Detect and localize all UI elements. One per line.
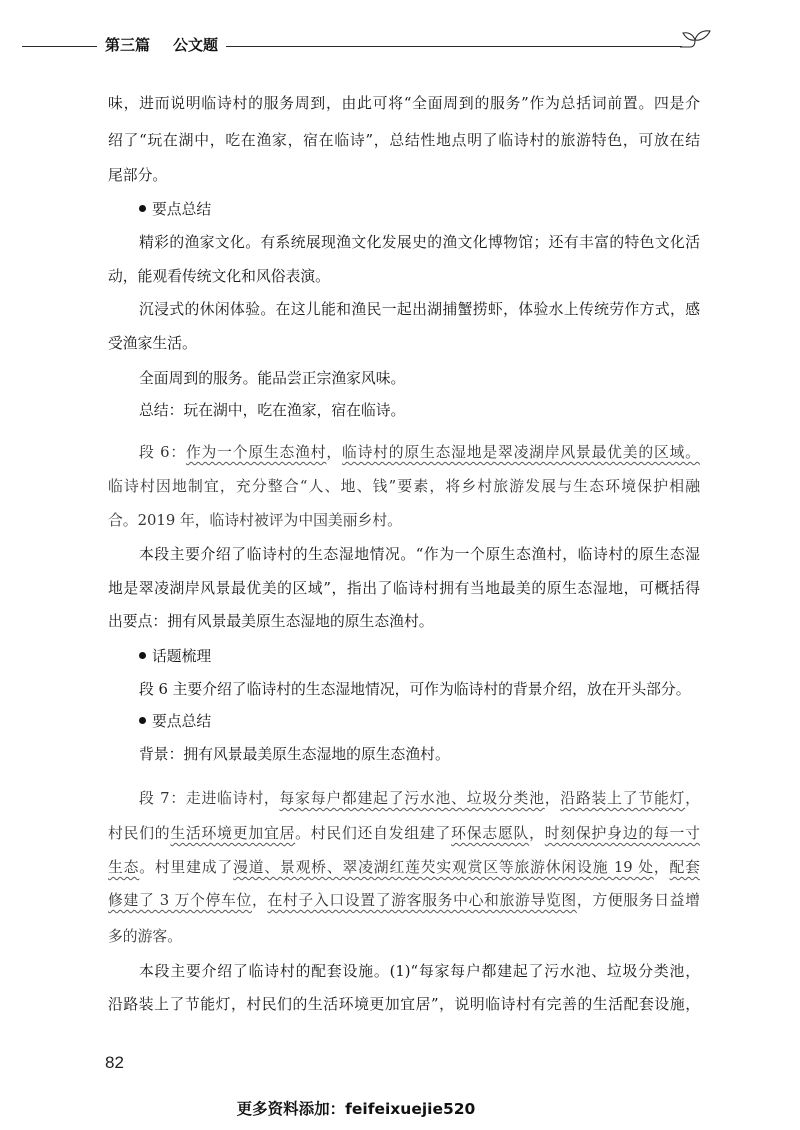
- text-line: 出要点：拥有风景最美原生态湿地的原生态渔村。: [108, 613, 434, 630]
- text-segment: ，: [251, 892, 268, 909]
- text-line: 精彩的渔家文化。有系统展现渔文化发展史的渔文化博物馆；还有丰富的特色文化活: [139, 234, 700, 251]
- underlined-phrase: 漫道、景观桥、翠凌湖红莲芡实观赏区等旅游休闲设施 19 处: [233, 859, 654, 876]
- text-line: [108, 889, 700, 913]
- footer-note: 更多资料添加：feifeixuejie520: [236, 1100, 476, 1118]
- heading-text: 话题梳理: [152, 648, 212, 665]
- text-line: 全面周到的服务。能品尝正宗渔家风味。: [139, 370, 406, 387]
- underlined-phrase: 在村子入口设置了游客服务中心和旅游导览图: [267, 892, 577, 909]
- text-line: 味，进而说明临诗村的服务周到，由此可将“全面周到的服务”作为总括词前置。四是介: [108, 95, 700, 112]
- text-segment: ，: [653, 859, 670, 876]
- header-title: 公文题: [173, 36, 219, 54]
- underlined-phrase: 每家每户都建起了污水池、垃圾分类池: [279, 790, 545, 807]
- underlined-phrase: 临诗村的原生态湿地是翠凌湖岸风景最优美的区域。: [341, 444, 700, 461]
- underlined-phrase: 生态: [108, 859, 140, 876]
- text-line: 多的游客。: [108, 928, 182, 945]
- text-line: 受渔家生活。: [108, 335, 197, 352]
- underlined-phrase: 沿路装上了节能灯: [560, 790, 686, 807]
- text-segment: ，方便服务日益增: [576, 892, 700, 909]
- text-line: 合。2019 年，临诗村被评为中国美丽乡村。: [108, 512, 402, 529]
- text-segment: 段 7：走进临诗村，: [139, 790, 280, 807]
- underlined-phrase: 环保志愿队: [451, 825, 530, 842]
- underlined-phrase: 生活环境更加宜居: [170, 825, 296, 842]
- underlined-phrase: 修建了 3 万个停车位: [108, 892, 252, 909]
- text-line: 尾部分。: [108, 167, 168, 184]
- underlined-phrase: 配套: [669, 859, 700, 876]
- header-part: 第三篇: [105, 36, 151, 54]
- text-segment: ，: [544, 790, 561, 807]
- text-segment: 段 6：: [139, 444, 186, 461]
- text-line: [139, 441, 700, 465]
- header-rule-left: [22, 46, 97, 47]
- text-line: 沉浸式的休闲体验。在这儿能和渔民一起出湖捕蟹捞虾，体验水上传统劳作方式，感: [139, 301, 700, 318]
- heading-text: 要点总结: [152, 713, 212, 730]
- text-line: [139, 787, 700, 811]
- text-line: 动，能观看传统文化和风俗表演。: [108, 268, 330, 285]
- text-line: 临诗村因地制宜，充分整合“人、地、钱”要素，将乡村旅游发展与生态环境保护相融: [108, 478, 700, 495]
- text-line: 本段主要介绍了临诗村的配套设施。(1)“每家每户都建起了污水池、垃圾分类池，: [139, 963, 700, 980]
- topic-text: 段 6 主要介绍了临诗村的生态湿地情况，可作为临诗村的背景介绍，放在开头部分。: [139, 681, 691, 698]
- key-points-heading: [139, 710, 700, 734]
- text-line: 绍了“玩在湖中，吃在渔家，宿在临诗”，总结性地点明了临诗村的旅游特色，可放在结: [108, 132, 700, 149]
- text-segment: ，: [326, 444, 342, 461]
- text-line: 沿路装上了节能灯，村民们的生活环境更加宜居”，说明临诗村有完善的生活配套设施，: [108, 996, 700, 1013]
- text-segment: ，: [529, 825, 545, 842]
- text-segment: 村民们的: [108, 825, 171, 842]
- bullet-icon: [139, 717, 146, 724]
- sprout-icon: [680, 26, 714, 52]
- text-line: 地是翠凌湖岸风景最优美的区域”，指出了临诗村拥有当地最美的原生态湿地，可概括得: [108, 580, 700, 597]
- key-points-heading: [139, 198, 700, 222]
- text-line: 总结：玩在湖中，吃在渔家，宿在临诗。: [139, 402, 406, 419]
- underlined-phrase: 作为一个原生态渔村: [185, 444, 327, 461]
- bullet-icon: [139, 205, 146, 212]
- page-number: 82: [105, 1053, 124, 1072]
- topic-heading: [139, 645, 700, 669]
- text-line: [108, 822, 700, 846]
- text-segment: ，: [685, 790, 700, 807]
- text-line: [108, 856, 700, 880]
- text-line: 本段主要介绍了临诗村的生态湿地情况。“作为一个原生态渔村，临诗村的原生态湿: [139, 546, 700, 563]
- bullet-icon: [139, 652, 146, 659]
- heading-text: 要点总结: [152, 201, 212, 218]
- text-segment: 。村民们还自发组建了: [295, 825, 452, 842]
- header-rule-right: [226, 46, 682, 47]
- underlined-phrase: 时刻保护身边的每一寸: [544, 825, 700, 842]
- key-point-text: 背景：拥有风景最美原生态湿地的原生态渔村。: [139, 746, 450, 763]
- text-segment: 。村里建成了: [139, 859, 234, 876]
